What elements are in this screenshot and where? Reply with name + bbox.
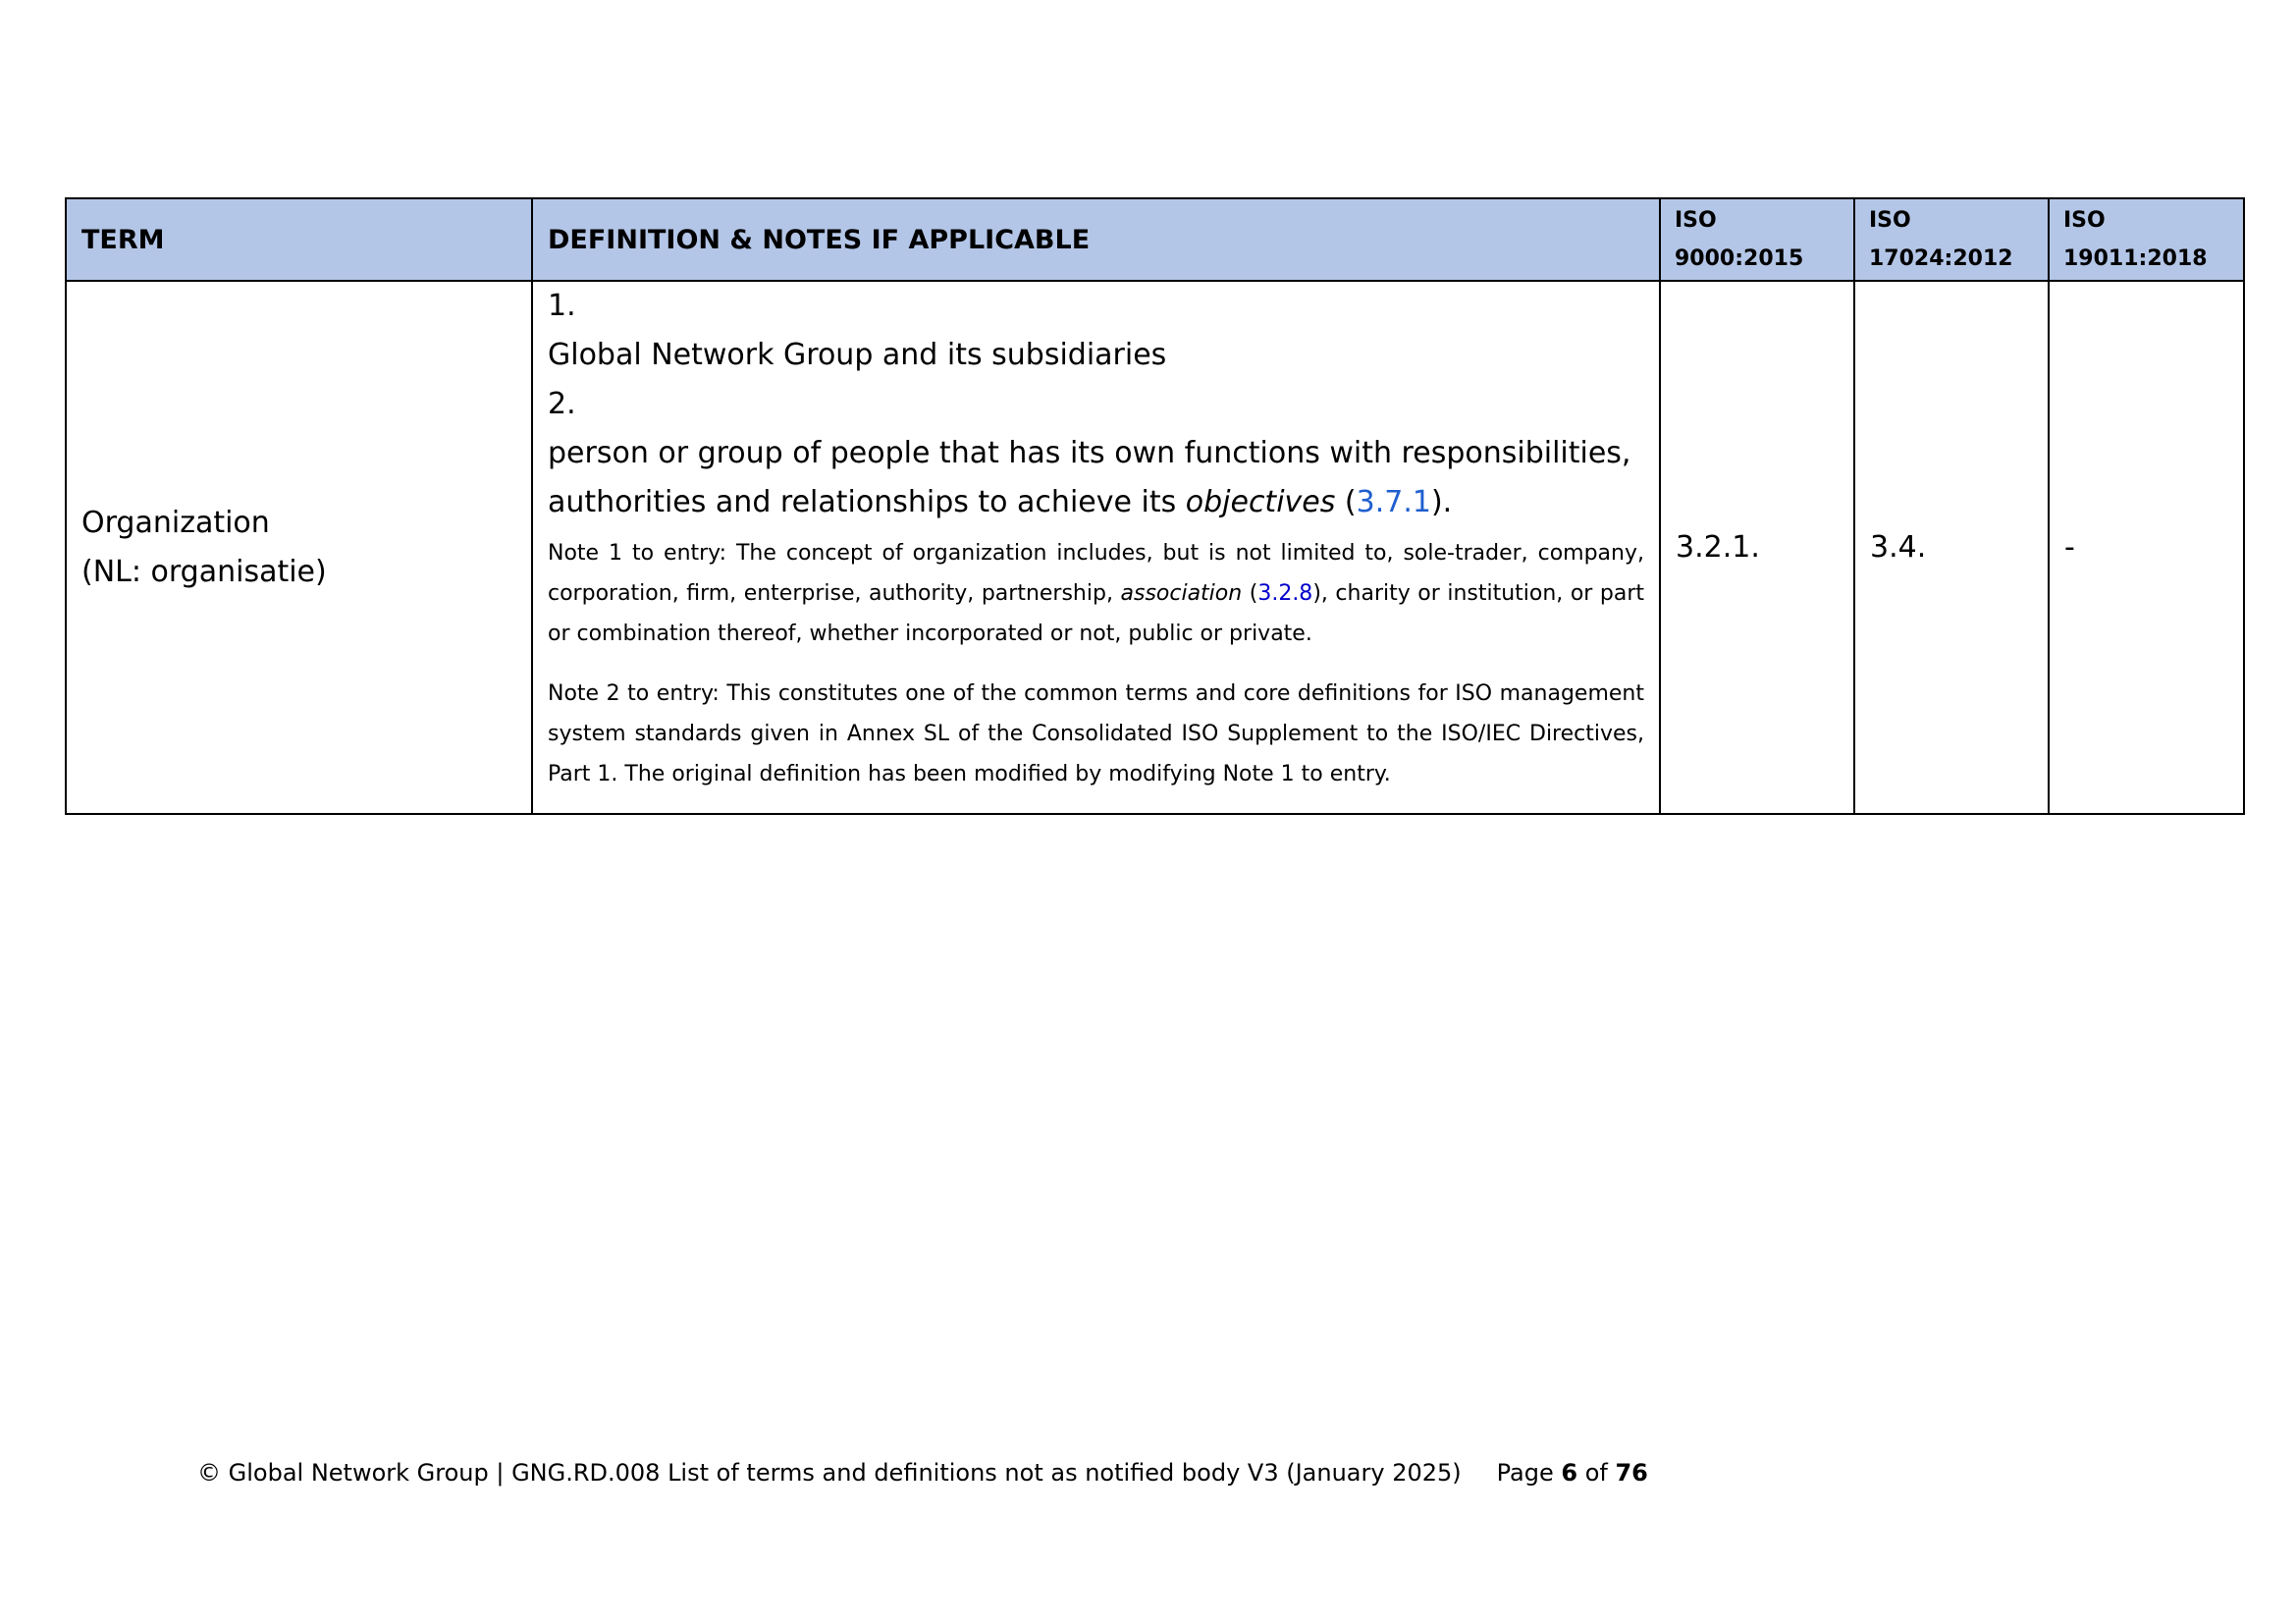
definition-item-1-marker: 1. [548,289,576,323]
page-number [1497,1459,1648,1487]
iso-9000-value: 3.2.1. [1660,281,1854,814]
header-iso-17024-line1: ISO [1869,208,1911,233]
definition-item-2-line-2 [548,478,1644,527]
term-translation: (NL: organisatie) [81,554,327,589]
terms-definitions-table [65,197,2245,815]
definition-item-2-prefix: authorities and relationships to achieve its [548,485,1186,519]
definition-item-2-italic-term: objectives [1185,485,1336,519]
header-iso-9000-line2: 9000:2015 [1675,246,1804,271]
page-total: 76 [1615,1459,1648,1487]
term-cell [66,281,532,814]
note-1-suffix: ), charity or institution, or part or combination thereof, whether incorporated or not, public or private. [548,581,1644,646]
header-iso-9000-line1: ISO [1675,208,1717,233]
header-iso-19011 [2049,198,2244,281]
page-current: 6 [1561,1459,1578,1487]
table-row [66,281,2244,814]
note-1 [548,533,1644,654]
definition-item-2-close: ). [1430,485,1453,519]
term-name: Organization [81,505,270,540]
page-footer [197,1457,1648,1489]
header-iso-17024 [1854,198,2049,281]
header-term: TERM [66,198,532,281]
iso-17024-value: 3.4. [1854,281,2049,814]
table-header-row [66,198,2244,281]
reference-link-3-2-8[interactable]: 3.2.8 [1257,581,1313,606]
note-1-open: ( [1242,581,1258,606]
definition-item-2-line-1: person or group of people that has its own functions with responsibilities, [548,436,1631,470]
header-iso-9000 [1660,198,1854,281]
page-prefix: Page [1496,1459,1562,1487]
iso-19011-value: - [2049,281,2244,814]
definition-cell [532,281,1660,814]
footer-copyright: © Global Network Group | GNG.RD.008 List of terms and definitions not as notified body V3 (January 2025) [197,1459,1462,1487]
header-definition: DEFINITION & NOTES IF APPLICABLE [532,198,1660,281]
header-iso-17024-line2: 17024:2012 [1869,246,2013,271]
note-1-prefix: Note 1 to entry: The concept of organization includes, but is not limited to, sole-trader, company, corporation, firm, enterprise, authority, partnership, [548,541,1644,606]
header-iso-19011-line1: ISO [2063,208,2106,233]
definition-item-2-marker: 2. [548,387,576,421]
reference-link-3-7-1[interactable]: 3.7.1 [1356,485,1431,519]
header-iso-19011-line2: 19011:2018 [2063,246,2208,271]
definition-item-2-open: ( [1335,485,1357,519]
note-1-italic-term: association [1120,581,1243,606]
note-2: Note 2 to entry: This constitutes one of the common terms and core definitions for ISO management system standards given in Annex SL of the Consolidated ISO Supplement to the ISO/IEC Directives, Part 1. The original definition has been modified by modifying Note 1 to entry. [548,681,1644,786]
definition-item-1-text: Global Network Group and its subsidiaries [548,338,1167,372]
page-of: of [1577,1459,1616,1487]
